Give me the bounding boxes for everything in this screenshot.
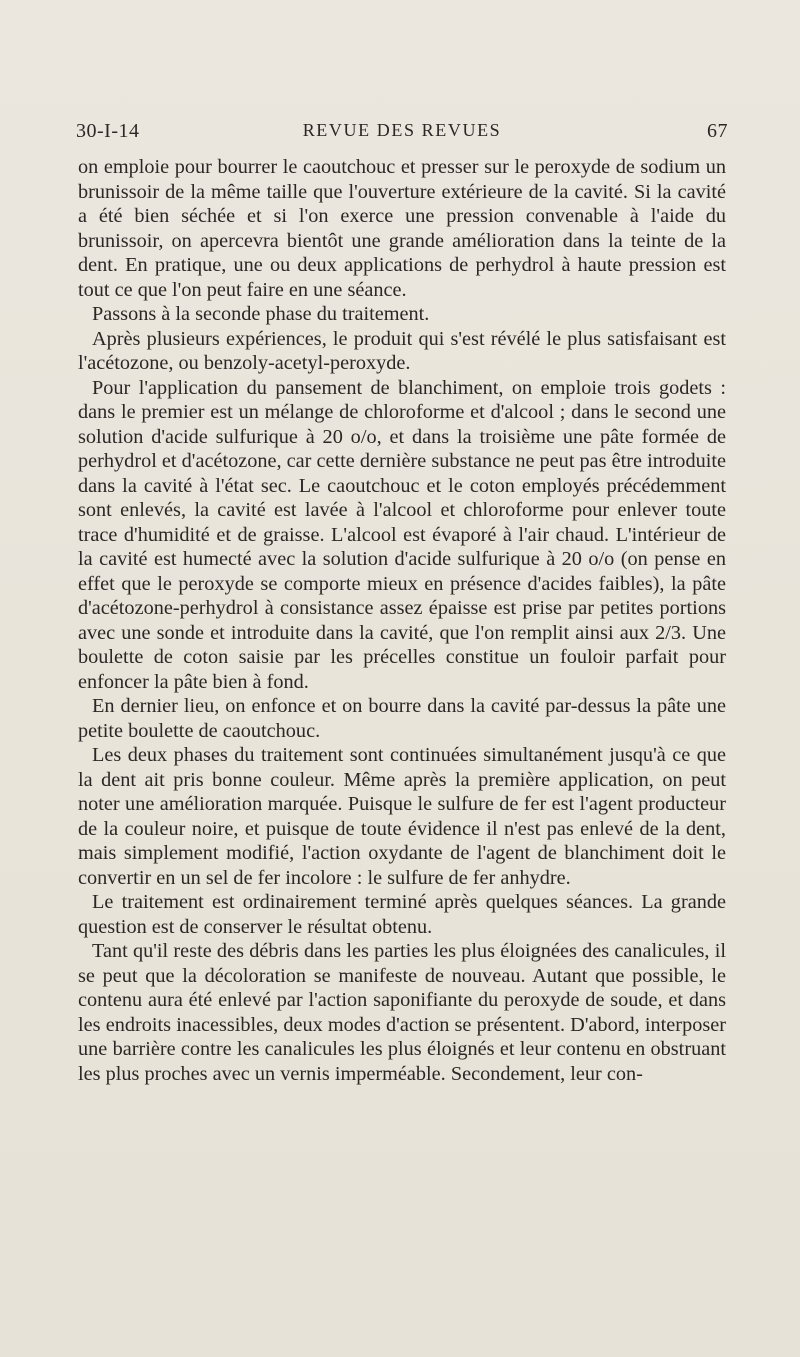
paragraph: Après plusieurs expériences, le produit qui s'est révélé le plus satisfaisant est l'acétozone, ou benzoly-acetyl-peroxyde. [78,327,726,374]
paragraph: Le traitement est ordinairement terminé après quelques séances. La grande question est de conserver le résultat obtenu. [78,891,726,938]
paragraph: Les deux phases du traitement sont continuées simultanément jusqu'à ce que la dent ait pris bonne couleur. Même après la première application, on peut noter une amélioration marquée. Puisque le sulfure de fer est l'agent producteur de la couleur noire, et puisque de toute évidence il n'est pas enlevé de la dent, mais simplement modifié, l'action oxydante de l'agent de blanchiment doit le convertir en un sel de fer incolore : le sulfure de fer anhydre. [78,744,726,889]
page-number: 67 [707,120,728,142]
running-header [76,120,728,150]
header-date: 30-I-14 [76,120,140,142]
paragraph: En dernier lieu, on enfonce et on bourre dans la cavité par-dessus la pâte une petite boulette de caoutchouc. [78,695,726,742]
paragraph: Passons à la seconde phase du traitement. [92,303,430,325]
paragraph: Tant qu'il reste des débris dans les parties les plus éloignées des canalicules, il se peut que la décoloration se manifeste de nouveau. Autant que possible, le contenu aura été enlevé par l'action saponifiante du peroxyde de soude, et dans les endroits inacessibles, deux modes d'action se présentent. D'abord, interposer une barrière contre les canalicules les plus éloignés et leur contenu en obstruant les plus proches avec un vernis imperméable. Secondement, leur con- [78,940,726,1085]
journal-title: REVUE DES REVUES [302,120,502,140]
article-body [78,155,726,1086]
paragraph: on emploie pour bourrer le caoutchouc et presser sur le peroxyde de sodium un brunissoir de la même taille que l'ouverture extérieure de la cavité. Si la cavité a été bien séchée et si l'on exerce une pression convenable à l'aide du brunissoir, on apercevra bientôt une grande amélioration dans la teinte de la dent. En pratique, une ou deux applications de perhydrol à haute pression est tout ce que l'on peut faire en une séance. [78,156,726,301]
paragraph: Pour l'application du pansement de blanchiment, on emploie trois godets : dans le premier est un mélange de chloroforme et d'alcool ; dans le second une solution d'acide sulfurique à 20 o/o, et dans la troisième une pâte formée de perhydrol et d'acétozone, car cette dernière substance ne peut pas être introduite dans la cavité à l'état sec. Le caoutchouc et le coton employés précédemment sont enlevés, la cavité est lavée à l'alcool et chloroforme pour enlever toute trace d'humidité et de graisse. L'alcool est évaporé à l'air chaud. L'intérieur de la cavité est humecté avec la solution d'acide sulfurique à 20 o/o (on pense en effet que le peroxyde se comporte mieux en présence d'acides faibles), la pâte d'acétozone-perhydrol à consistance assez épaisse est prise par petites portions avec une sonde et introduite dans la cavité, que l'on remplit ainsi aux 2/3. Une boulette de coton saisie par les précelles constitue un fouloir parfait pour enfoncer la pâte bien à fond. [78,376,726,693]
